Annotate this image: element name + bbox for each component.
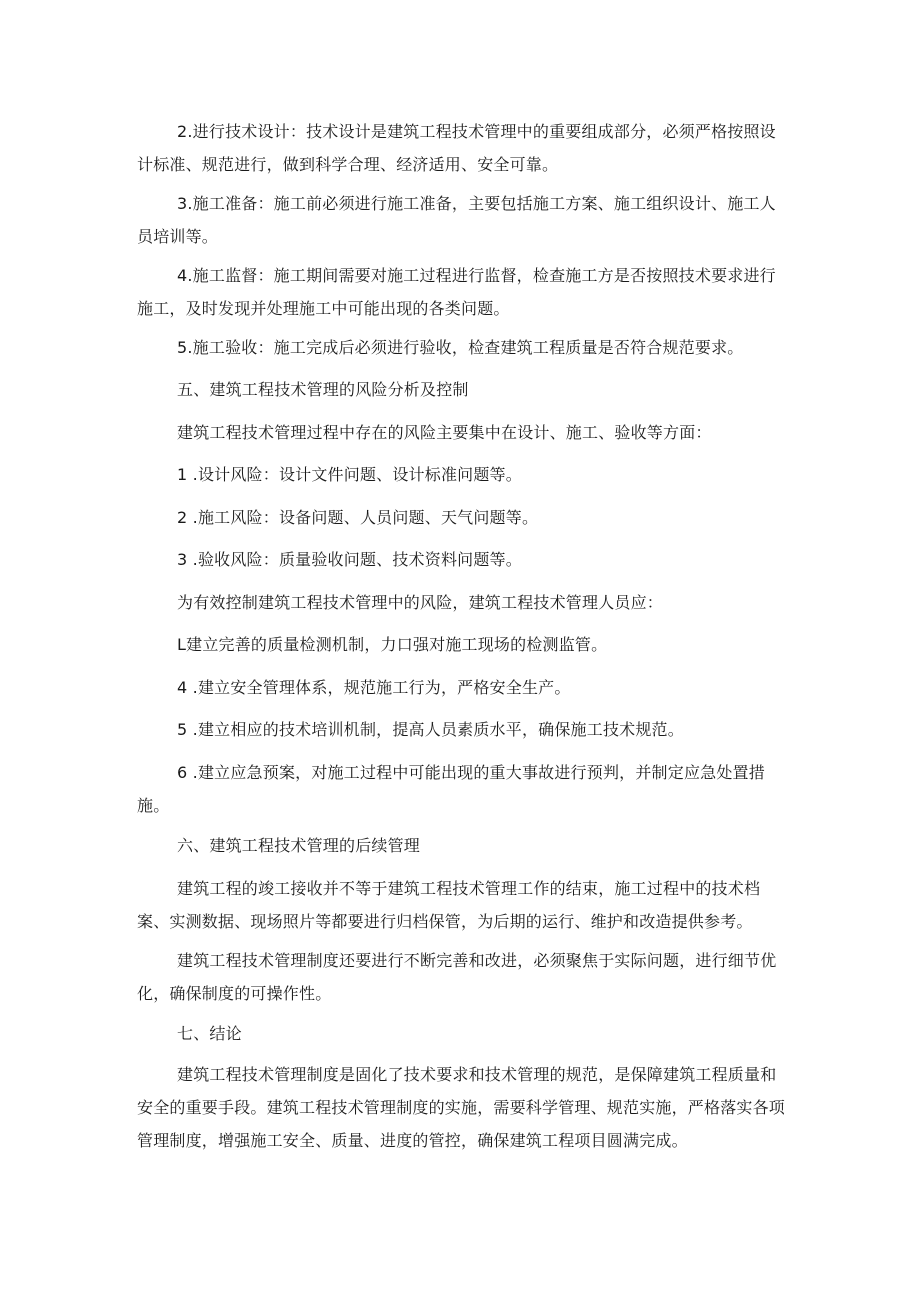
paragraph-conclusion: 建筑工程技术管理制度是固化了技术要求和技术管理的规范，是保障建筑工程质量和安全的重要手段。建筑工程技术管理制度的实施，需要科学管理、规范实施，严格落实各项管理制度，增强施工安全、质量、进度的管控，确保建筑工程项目圆满完成。 (137, 1065, 786, 1150)
paragraph-construction-supervision: 4.施工监督：施工期间需要对施工过程进行监督，检查施工方是否按照技术要求进行施工，及时发现并处理施工中可能出现的各类问题。 (137, 266, 776, 318)
list-item-emergency-plan: 6 .建立应急预案，对施工过程中可能出现的重大事故进行预判，并制定应急处置措施。 (137, 763, 765, 815)
list-item-acceptance-risk: 3 .验收风险：质量验收问题、技术资料问题等。 (177, 550, 522, 569)
paragraph-risk-intro: 建筑工程技术管理过程中存在的风险主要集中在设计、施工、验收等方面： (177, 423, 712, 442)
paragraph-construction-acceptance: 5.施工验收：施工完成后必须进行验收，检查建筑工程质量是否符合规范要求。 (177, 338, 744, 357)
section-heading-seven: 七、结论 (177, 1024, 242, 1043)
paragraph-construction-prep: 3.施工准备：施工前必须进行施工准备，主要包括施工方案、施工组织设计、施工人员培训等。 (137, 194, 776, 246)
paragraph-improvement: 建筑工程技术管理制度还要进行不断完善和改进，必须聚焦于实际问题，进行细节优化，确保制度的可操作性。 (137, 951, 777, 1003)
list-item-construction-risk: 2 .施工风险：设备问题、人员问题、天气问题等。 (177, 508, 539, 527)
list-item-quality-inspection: L建立完善的质量检测机制，力口强对施工现场的检测监管。 (177, 635, 608, 654)
section-heading-six: 六、建筑工程技术管理的后续管理 (177, 836, 421, 855)
list-item-design-risk: 1 .设计风险：设计文件问题、设计标准问题等。 (177, 465, 522, 484)
list-item-safety-system: 4 .建立安全管理体系，规范施工行为，严格安全生产。 (177, 678, 571, 697)
section-heading-five: 五、建筑工程技术管理的风险分析及控制 (177, 380, 469, 399)
list-item-training: 5 .建立相应的技术培训机制，提高人员素质水平，确保施工技术规范。 (177, 720, 684, 739)
paragraph-archiving: 建筑工程的竣工接收并不等于建筑工程技术管理工作的结束，施工过程中的技术档案、实测数据、现场照片等都要进行归档保管，为后期的运行、维护和改造提供参考。 (137, 879, 761, 931)
paragraph-tech-design: 2.进行技术设计：技术设计是建筑工程技术管理中的重要组成部分，必须严格按照设计标准、规范进行，做到科学合理、经济适用、安全可靠。 (137, 122, 776, 174)
paragraph-risk-control-intro: 为有效控制建筑工程技术管理中的风险，建筑工程技术管理人员应： (177, 593, 664, 612)
